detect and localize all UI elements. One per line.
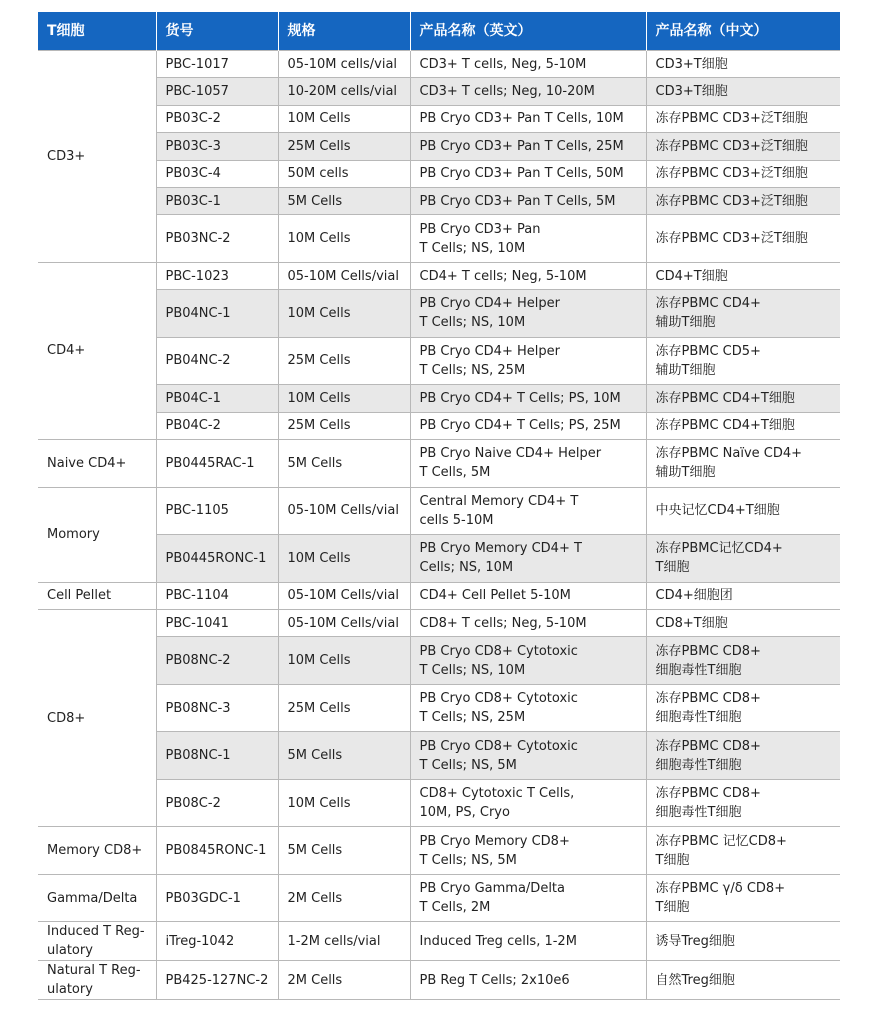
cell-line: 中央记忆CD4+T细胞: [655, 503, 780, 519]
name-cn-cell: [646, 535, 840, 583]
name-en-cell: [410, 262, 646, 289]
cell-line: PB Cryo Memory CD4+ T: [419, 541, 582, 557]
header-t-cell: T细胞: [38, 12, 156, 51]
cell-line: 冻存PBMC CD8+: [655, 691, 761, 707]
category-cell: [38, 874, 156, 922]
spec-cell: 10M Cells: [278, 105, 410, 132]
cell-line: 冻存PBMC CD8+: [655, 643, 761, 659]
cell-line: PB Cryo Gamma/Delta: [419, 881, 565, 897]
cell-line: Natural T Reg-: [47, 963, 141, 979]
category-label: CD3+: [47, 148, 86, 164]
catalog-number-cell: PBC-1105: [156, 487, 278, 535]
category-label: CD4+: [47, 343, 86, 359]
name-cn-cell: [646, 262, 840, 289]
cell-line: Induced Treg cells, 1-2M: [419, 933, 577, 949]
cell-line: Cells; NS, 10M: [419, 560, 514, 576]
name-cn-cell: [646, 487, 840, 535]
cell-line: T细胞: [655, 900, 690, 916]
cell-line: CD4+ Cell Pellet 5-10M: [419, 588, 571, 604]
table-row: [38, 160, 840, 187]
catalog-number-cell: PB0445RAC-1: [156, 440, 278, 488]
name-en-cell: [410, 961, 646, 1000]
cell-line: PB Cryo CD4+ T Cells; PS, 25M: [419, 418, 621, 434]
name-en-cell: [410, 874, 646, 922]
name-en-cell: [410, 827, 646, 875]
table-row: [38, 187, 840, 214]
category-cell: [38, 961, 156, 1000]
cell-line: T Cells; NS, 25M: [419, 710, 526, 726]
name-en-cell: [410, 637, 646, 685]
table-row: [38, 874, 840, 922]
cell-line: PB Cryo Memory CD8+: [419, 833, 570, 849]
name-en-cell: [410, 187, 646, 214]
cell-line: Induced T Reg-: [47, 924, 145, 940]
catalog-number-cell: PBC-1023: [156, 262, 278, 289]
catalog-number-cell: PB08C-2: [156, 779, 278, 827]
name-cn-cell: [646, 874, 840, 922]
name-cn-cell: [646, 440, 840, 488]
cell-line: cells 5-10M: [419, 512, 494, 528]
cell-line: 冻存PBMC CD3+泛T细胞: [655, 231, 808, 247]
category-cell: [38, 262, 156, 439]
cell-line: CD3+ T cells; Neg, 10-20M: [419, 84, 595, 100]
cell-line: 细胞毒性T细胞: [655, 662, 742, 678]
cell-line: T Cells, 5M: [419, 465, 491, 481]
table-row: [38, 337, 840, 385]
name-cn-cell: [646, 637, 840, 685]
cell-line: 冻存PBMC CD3+泛T细胞: [655, 138, 808, 154]
name-en-cell: [410, 440, 646, 488]
catalog-number-cell: PB03NC-2: [156, 215, 278, 263]
cell-line: 冻存PBMC CD3+泛T细胞: [655, 111, 808, 127]
name-cn-cell: [646, 961, 840, 1000]
category-cell: [38, 440, 156, 488]
spec-cell: 05-10M Cells/vial: [278, 262, 410, 289]
spec-cell: 5M Cells: [278, 732, 410, 780]
spec-cell: 50M cells: [278, 160, 410, 187]
cell-line: 冻存PBMC CD8+: [655, 786, 761, 802]
spec-cell: 25M Cells: [278, 412, 410, 439]
cell-line: Central Memory CD4+ T: [419, 493, 579, 509]
spec-cell: 25M Cells: [278, 684, 410, 732]
catalog-number-cell: PB0845RONC-1: [156, 827, 278, 875]
cell-line: 冻存PBMC CD5+: [655, 343, 761, 359]
spec-cell: 1-2M cells/vial: [278, 922, 410, 961]
cell-line: CD4+细胞团: [655, 588, 733, 604]
cell-line: T细胞: [655, 852, 690, 868]
cell-line: PB Reg T Cells; 2x10e6: [419, 972, 570, 988]
table-row: [38, 78, 840, 105]
name-en-cell: [410, 133, 646, 160]
spec-cell: 10M Cells: [278, 637, 410, 685]
cell-line: T Cells; NS, 10M: [419, 315, 526, 331]
name-en-cell: [410, 535, 646, 583]
cell-line: CD4+ T cells; Neg, 5-10M: [419, 268, 587, 284]
catalog-number-cell: iTreg-1042: [156, 922, 278, 961]
name-en-cell: [410, 412, 646, 439]
cell-line: 诱导Treg细胞: [655, 933, 735, 949]
cell-line: PB Cryo CD3+ Pan T Cells, 10M: [419, 111, 624, 127]
name-en-cell: [410, 779, 646, 827]
category-cell: [38, 582, 156, 609]
catalog-number-cell: PB04C-1: [156, 385, 278, 412]
table-row: [38, 215, 840, 263]
name-en-cell: [410, 105, 646, 132]
spec-cell: 2M Cells: [278, 961, 410, 1000]
cell-line: 辅助T细胞: [655, 315, 716, 331]
table-row: [38, 961, 840, 1000]
category-cell: [38, 487, 156, 582]
table-row: [38, 487, 840, 535]
catalog-number-cell: PB04NC-2: [156, 337, 278, 385]
spec-cell: 5M Cells: [278, 440, 410, 488]
spec-cell: 25M Cells: [278, 133, 410, 160]
cell-line: T Cells; NS, 25M: [419, 362, 526, 378]
cell-line: CD3+T细胞: [655, 84, 728, 100]
catalog-number-cell: PB08NC-2: [156, 637, 278, 685]
header-catalog-no: 货号: [156, 12, 278, 51]
name-en-cell: [410, 160, 646, 187]
name-cn-cell: [646, 51, 840, 78]
spec-cell: 5M Cells: [278, 827, 410, 875]
name-cn-cell: [646, 779, 840, 827]
spec-cell: 10M Cells: [278, 385, 410, 412]
table-row: [38, 535, 840, 583]
spec-cell: 10M Cells: [278, 290, 410, 338]
name-en-cell: [410, 582, 646, 609]
cell-line: 冻存PBMC CD4+T细胞: [655, 418, 795, 434]
category-cell: [38, 51, 156, 263]
name-en-cell: [410, 337, 646, 385]
category-cell: [38, 827, 156, 875]
cell-line: 10M, PS, Cryo: [419, 805, 510, 821]
catalog-number-cell: PBC-1104: [156, 582, 278, 609]
name-cn-cell: [646, 732, 840, 780]
spec-cell: 25M Cells: [278, 337, 410, 385]
spec-cell: 05-10M Cells/vial: [278, 609, 410, 636]
table-row: [38, 262, 840, 289]
cell-line: PB Cryo CD4+ Helper: [419, 296, 560, 312]
spec-cell: 10-20M cells/vial: [278, 78, 410, 105]
table-row: [38, 732, 840, 780]
name-cn-cell: [646, 160, 840, 187]
table-row: [38, 412, 840, 439]
category-label: CD8+: [47, 710, 86, 726]
cell-line: 冻存PBMC Naïve CD4+: [655, 446, 803, 462]
cell-line: 冻存PBMC 记忆CD8+: [655, 833, 787, 849]
category-label: Momory: [47, 527, 100, 543]
table-row: [38, 385, 840, 412]
cell-line: 细胞毒性T细胞: [655, 757, 742, 773]
name-en-cell: [410, 732, 646, 780]
spec-cell: 10M Cells: [278, 215, 410, 263]
name-cn-cell: [646, 105, 840, 132]
cell-line: 冻存PBMC CD8+: [655, 738, 761, 754]
cell-line: PB Cryo CD8+ Cytotoxic: [419, 643, 578, 659]
name-cn-cell: [646, 337, 840, 385]
cell-line: 冻存PBMC记忆CD4+: [655, 541, 783, 557]
name-cn-cell: [646, 78, 840, 105]
cell-line: CD3+T细胞: [655, 56, 728, 72]
name-cn-cell: [646, 412, 840, 439]
cell-line: T Cells; NS, 5M: [419, 757, 517, 773]
catalog-number-cell: PB03C-4: [156, 160, 278, 187]
table-body: [38, 51, 840, 1000]
name-cn-cell: [646, 290, 840, 338]
category-label: Naive CD4+: [47, 455, 127, 471]
table-row: [38, 440, 840, 488]
name-cn-cell: [646, 684, 840, 732]
cell-line: 细胞毒性T细胞: [655, 710, 742, 726]
table-row: [38, 582, 840, 609]
name-en-cell: [410, 385, 646, 412]
catalog-number-cell: PB03C-1: [156, 187, 278, 214]
table-row: [38, 779, 840, 827]
spec-cell: 05-10M Cells/vial: [278, 487, 410, 535]
table-row: [38, 51, 840, 78]
name-cn-cell: [646, 609, 840, 636]
category-label: Cell Pellet: [47, 588, 112, 604]
cell-line: CD3+ T cells, Neg, 5-10M: [419, 56, 587, 72]
category-label: Gamma/Delta: [47, 890, 138, 906]
cell-line: T Cells; NS, 10M: [419, 240, 526, 256]
cell-line: 冻存PBMC CD3+泛T细胞: [655, 193, 808, 209]
catalog-number-cell: PB03C-3: [156, 133, 278, 160]
catalog-number-cell: PB0445RONC-1: [156, 535, 278, 583]
name-en-cell: [410, 922, 646, 961]
catalog-number-cell: PBC-1041: [156, 609, 278, 636]
name-cn-cell: [646, 922, 840, 961]
header-name-en: 产品名称（英文）: [410, 12, 646, 51]
spec-cell: 05-10M Cells/vial: [278, 582, 410, 609]
name-cn-cell: [646, 133, 840, 160]
catalog-number-cell: PB08NC-3: [156, 684, 278, 732]
catalog-number-cell: PB425-127NC-2: [156, 961, 278, 1000]
cell-line: CD8+T细胞: [655, 615, 728, 631]
category-cell: [38, 609, 156, 826]
spec-cell: 2M Cells: [278, 874, 410, 922]
cell-line: T Cells; NS, 5M: [419, 852, 517, 868]
cell-line: CD4+T细胞: [655, 268, 728, 284]
cell-line: CD8+ T cells; Neg, 5-10M: [419, 615, 587, 631]
name-en-cell: [410, 609, 646, 636]
name-cn-cell: [646, 827, 840, 875]
cell-line: PB Cryo CD3+ Pan T Cells, 5M: [419, 193, 616, 209]
product-table: [38, 12, 840, 1000]
table-row: [38, 922, 840, 961]
name-en-cell: [410, 78, 646, 105]
table-row: [38, 290, 840, 338]
table-row: [38, 684, 840, 732]
cell-line: 细胞毒性T细胞: [655, 805, 742, 821]
catalog-number-cell: PB04C-2: [156, 412, 278, 439]
name-cn-cell: [646, 187, 840, 214]
catalog-number-cell: PB04NC-1: [156, 290, 278, 338]
table-row: [38, 133, 840, 160]
cell-line: PB Cryo CD8+ Cytotoxic: [419, 738, 578, 754]
cell-line: ulatory: [47, 943, 93, 959]
cell-line: 冻存PBMC CD4+: [655, 296, 761, 312]
header-name-cn: 产品名称（中文）: [646, 12, 840, 51]
catalog-number-cell: PB03C-2: [156, 105, 278, 132]
name-cn-cell: [646, 582, 840, 609]
cell-line: CD8+ Cytotoxic T Cells,: [419, 786, 575, 802]
header-row: [38, 12, 840, 51]
cell-line: T Cells, 2M: [419, 900, 491, 916]
cell-line: 冻存PBMC CD4+T细胞: [655, 390, 795, 406]
table-row: [38, 827, 840, 875]
cell-line: T Cells; NS, 10M: [419, 662, 526, 678]
spec-cell: 10M Cells: [278, 535, 410, 583]
name-cn-cell: [646, 215, 840, 263]
cell-line: 自然Treg细胞: [655, 972, 735, 988]
cell-line: PB Cryo CD8+ Cytotoxic: [419, 691, 578, 707]
cell-line: PB Cryo CD4+ T Cells; PS, 10M: [419, 390, 621, 406]
cell-line: 辅助T细胞: [655, 465, 716, 481]
catalog-number-cell: PBC-1057: [156, 78, 278, 105]
name-en-cell: [410, 487, 646, 535]
spec-cell: 5M Cells: [278, 187, 410, 214]
category-cell: [38, 922, 156, 961]
name-en-cell: [410, 684, 646, 732]
name-en-cell: [410, 51, 646, 78]
cell-line: 冻存PBMC CD3+泛T细胞: [655, 166, 808, 182]
spec-cell: 05-10M cells/vial: [278, 51, 410, 78]
name-en-cell: [410, 290, 646, 338]
catalog-number-cell: PB08NC-1: [156, 732, 278, 780]
category-label: Memory CD8+: [47, 843, 143, 859]
catalog-number-cell: PBC-1017: [156, 51, 278, 78]
cell-line: ulatory: [47, 982, 93, 998]
cell-line: 冻存PBMC γ/δ CD8+: [655, 881, 786, 897]
table-row: [38, 105, 840, 132]
table-row: [38, 609, 840, 636]
name-cn-cell: [646, 385, 840, 412]
header-spec: 规格: [278, 12, 410, 51]
spec-cell: 10M Cells: [278, 779, 410, 827]
cell-line: PB Cryo CD4+ Helper: [419, 343, 560, 359]
catalog-number-cell: PB03GDC-1: [156, 874, 278, 922]
cell-line: PB Cryo Naive CD4+ Helper: [419, 446, 602, 462]
table-row: [38, 637, 840, 685]
cell-line: PB Cryo CD3+ Pan T Cells, 50M: [419, 166, 624, 182]
cell-line: PB Cryo CD3+ Pan: [419, 221, 541, 237]
cell-line: PB Cryo CD3+ Pan T Cells, 25M: [419, 138, 624, 154]
name-en-cell: [410, 215, 646, 263]
cell-line: T细胞: [655, 560, 690, 576]
cell-line: 辅助T细胞: [655, 362, 716, 378]
